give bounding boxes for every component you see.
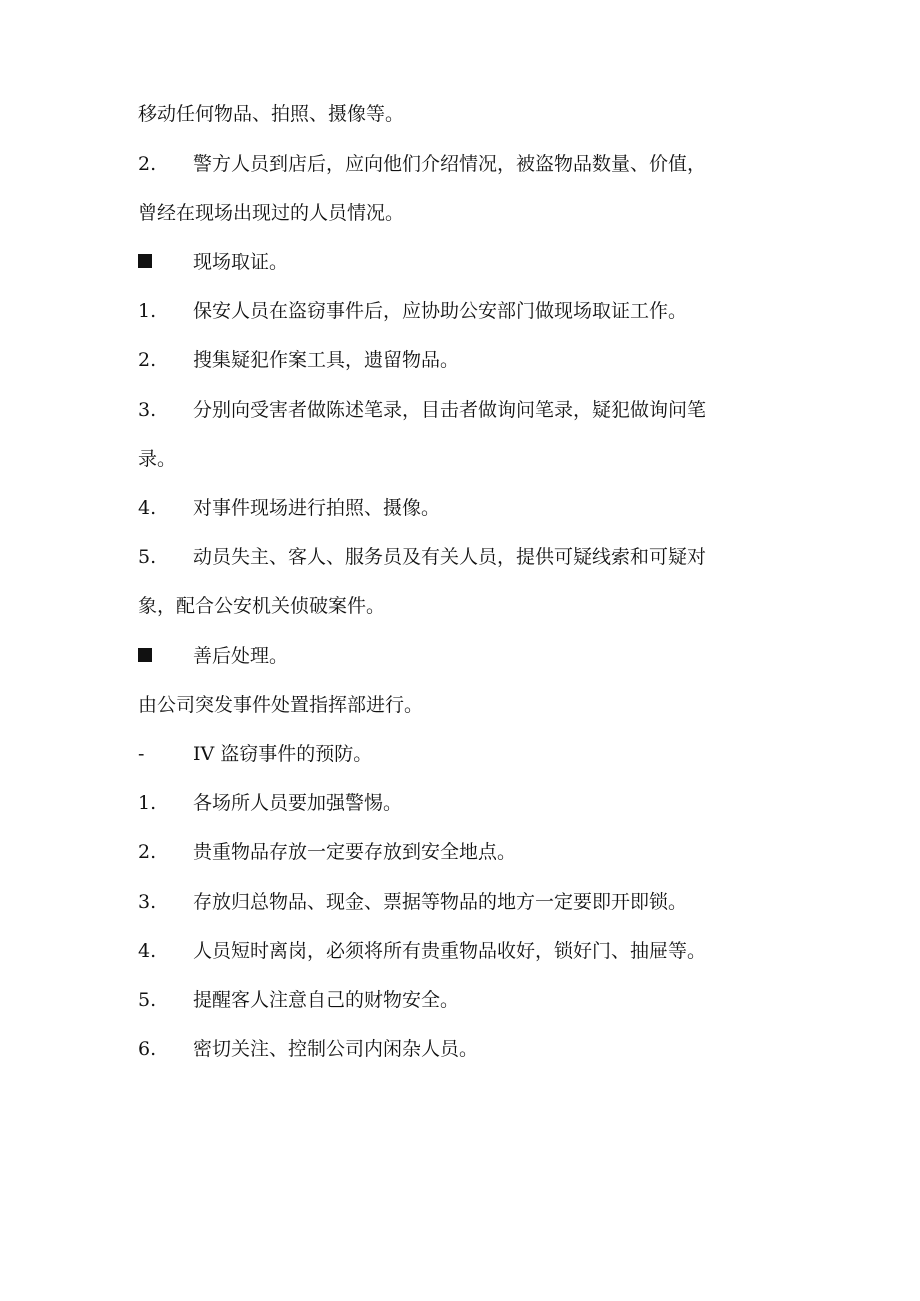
list-number: 4. [138,497,157,519]
list-number: 2. [138,841,157,863]
section-heading-text: IV 盗窃事件的预防。 [193,743,373,765]
line-text: 象，配合公安机关侦破案件。 [138,595,386,617]
list-item-text: 动员失主、客人、服务员及有关人员，提供可疑线索和可疑对 [193,546,707,568]
list-number: 2. [138,349,157,371]
list-item-text: 分别向受害者做陈述笔录，目击者做询问笔录，疑犯做询问笔 [193,399,707,421]
section-heading-text: 现场取证。 [193,251,289,273]
list-number: 1. [138,792,157,814]
list-number: 3. [138,399,157,421]
list-number: 3. [138,891,157,913]
list-item-text: 存放归总物品、现金、票据等物品的地方一定要即开即锁。 [193,891,688,913]
line-text: 录。 [138,448,177,470]
list-number: 5. [138,546,157,568]
black-square-bullet-icon [138,250,192,274]
section-heading-text: 善后处理。 [193,645,289,667]
list-item-text: 搜集疑犯作案工具，遗留物品。 [193,349,460,371]
list-number: 5. [138,989,157,1011]
line-text: 由公司突发事件处置指挥部进行。 [138,694,424,716]
list-number: 2. [138,153,157,175]
list-item-text: 保安人员在盗窃事件后，应协助公安部门做现场取证工作。 [193,300,688,322]
line-text: 移动任何物品、拍照、摄像等。 [138,103,405,125]
list-item-text: 贵重物品存放一定要存放到安全地点。 [193,841,517,863]
list-number: 4. [138,940,157,962]
list-item-text: 各场所人员要加强警惕。 [193,792,403,814]
list-item-text: 密切关注、控制公司内闲杂人员。 [193,1038,479,1060]
list-item-text: 对事件现场进行拍照、摄像。 [193,497,441,519]
list-item-text: 提醒客人注意自己的财物安全。 [193,989,460,1011]
list-item-text: 人员短时离岗，必须将所有贵重物品收好，锁好门、抽屉等。 [193,940,707,962]
line-text: 曾经在现场出现过的人员情况。 [138,202,405,224]
dash-marker: - [138,743,145,765]
list-number: 6. [138,1038,157,1060]
list-item-text: 警方人员到店后，应向他们介绍情况，被盗物品数量、价值， [193,153,707,175]
black-square-bullet-icon [138,644,192,668]
list-number: 1. [138,300,157,322]
